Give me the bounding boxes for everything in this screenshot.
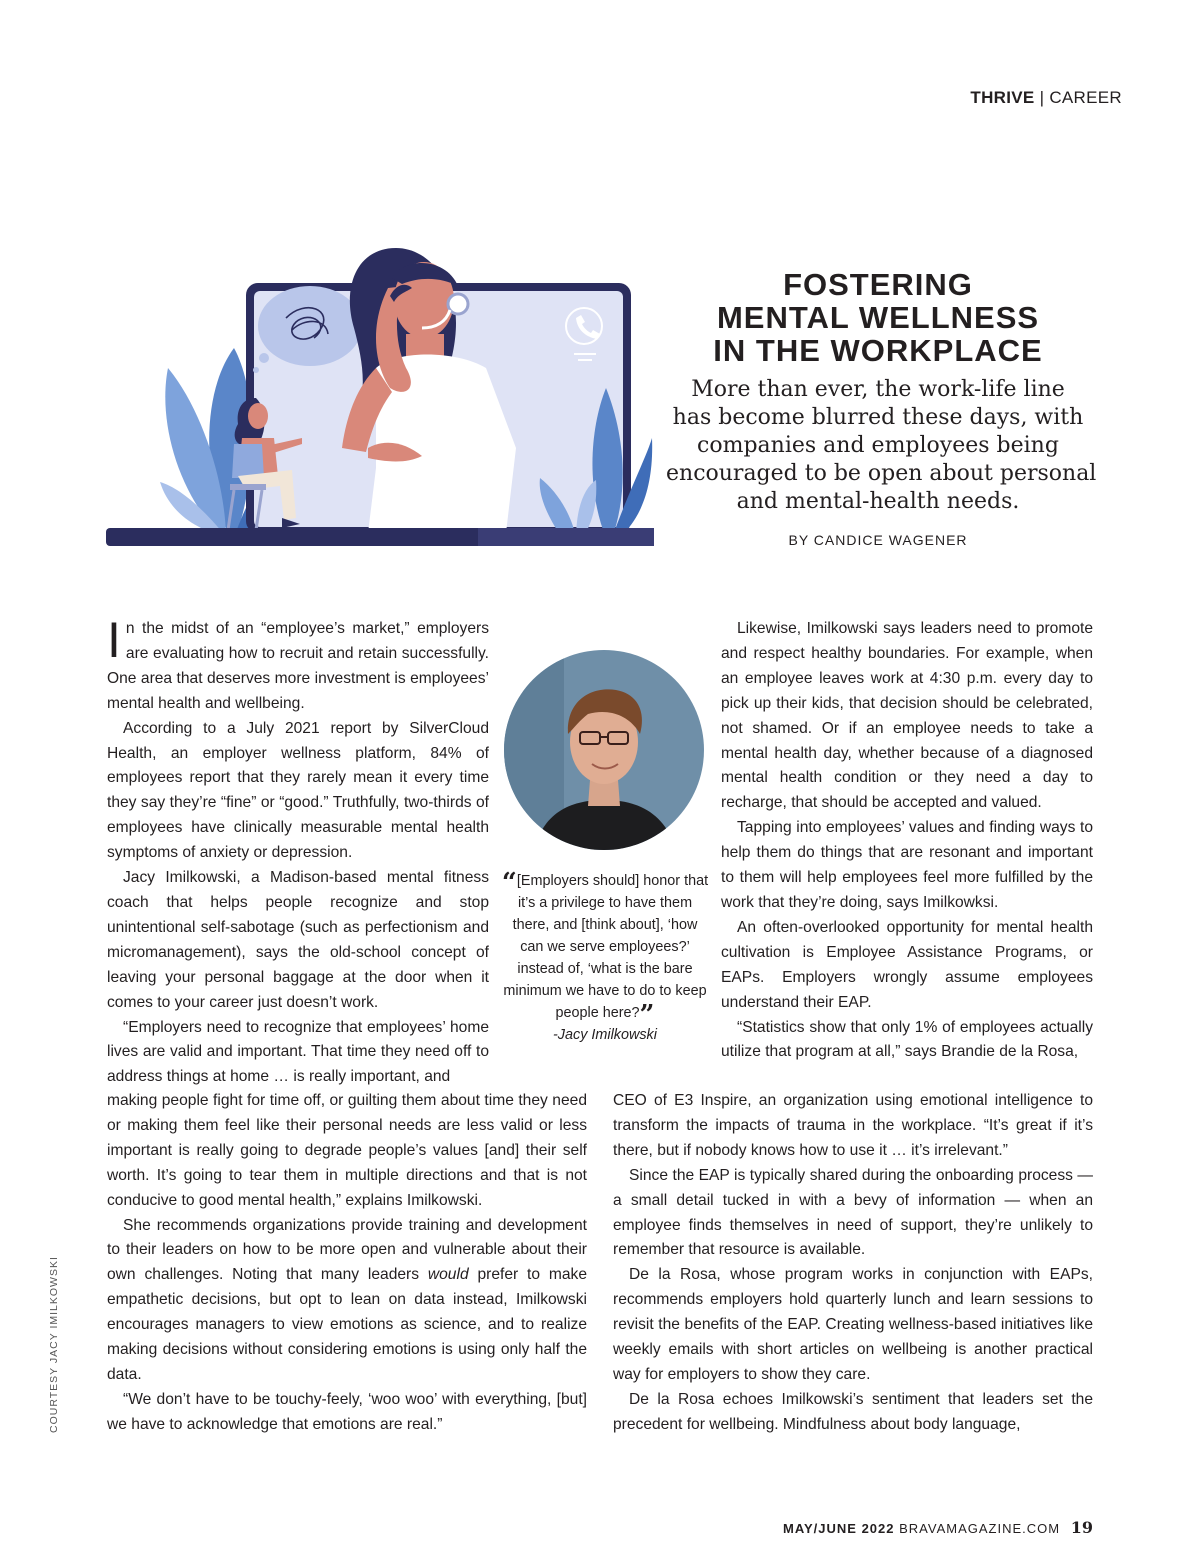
article-column-1-lower bbox=[107, 1089, 587, 1438]
subsection-name: CAREER bbox=[1049, 88, 1122, 107]
paragraph-text: She recommends organizations provide training and development to their leaders on how to be more open and vulnerable about their own challenges. Noting that many leaders bbox=[107, 1216, 587, 1284]
site-name: BRAVAMAGAZINE.COM bbox=[899, 1521, 1061, 1536]
paragraph bbox=[107, 612, 489, 717]
issue-date: MAY/JUNE 2022 bbox=[782, 1521, 895, 1536]
photo-credit bbox=[48, 1256, 66, 1433]
paragraph-text: n the midst of an “employee’s market,” employers are evaluating how to recruit and retain successfully. One area that deserves more investment is employees’ mental health and wellbeing. bbox=[107, 620, 489, 712]
paragraph: According to a July 2021 report by SilverCloud Health, an employer wellness platform, 84% of employees report that they rarely mean it every time they say they’re “fine” or “good.” Truthfully, two-thirds of employees have clinically measurable mental health symptoms of anxiety or depression. bbox=[107, 719, 489, 862]
deck bbox=[666, 376, 1097, 516]
section-separator: | bbox=[1039, 88, 1045, 107]
photo-credit-text: COURTESY JACY IMILKOWSKI bbox=[48, 1256, 60, 1433]
deck-line: has become blurred these days, with bbox=[672, 405, 1084, 430]
pull-quote-text: [Employers should] honor that it’s a privilege to have them there, and [think about], ‘how can we serve employees?’ instead of, ‘what is the bare minimum we have to do to keep people here? bbox=[503, 873, 709, 1021]
drop-cap: I bbox=[107, 612, 121, 668]
section-name: THRIVE bbox=[970, 88, 1035, 107]
emphasis-text: would bbox=[427, 1266, 469, 1284]
pull-quote-attribution: -Jacy Imilkowski bbox=[553, 1027, 657, 1043]
hero-illustration bbox=[106, 238, 654, 550]
paragraph: “Statistics show that only 1% of employees actually utilize that program at all,” says Brandie de la Rosa, bbox=[721, 1018, 1093, 1061]
headline-line: FOSTERING bbox=[783, 267, 973, 302]
paragraph: Tapping into employees’ values and finding ways to help them do things that are resonant and important to them will help employees feel more fulfilled by the work that they’re doing, says Imilkowksi. bbox=[721, 819, 1093, 911]
pull-quote bbox=[500, 870, 710, 1046]
article-column-3 bbox=[721, 617, 1093, 1065]
desk-base-strip bbox=[478, 528, 654, 546]
paragraph bbox=[107, 1214, 587, 1388]
open-quote-mark: “ bbox=[501, 868, 517, 898]
paragraph: making people fight for time off, or guilting them about time they need or making them feel like their personal needs are less valid or less important is really going to degrade people’s values [and] their self worth. It’s going to tear them in multiple directions and that is not conducive to good mental health,” explains Imilkowski. bbox=[107, 1092, 587, 1209]
paragraph: Jacy Imilkowski, a Madison-based mental fitness coach that helps people recognize and stop unintentional self-sabotage (such as perfectionism and micromanagement), says the old-school concept of leaving your personal baggage at the door when it comes to your career just doesn’t work. bbox=[107, 869, 489, 1011]
close-quote-mark: ” bbox=[639, 1000, 655, 1030]
page-footer bbox=[783, 1518, 1093, 1537]
paragraph: Likewise, Imilkowski says leaders need to promote and respect healthy boundaries. For example, when an employee leaves work at 4:30 p.m. every day to pick up their kids, that decision should be celebrated, not shamed. Or if an employee needs to take a mental health day, whether because of a diagnosed mental health condition or they need a day to recharge, that should be accepted and valued. bbox=[721, 620, 1093, 812]
headline-line: IN THE WORKPLACE bbox=[713, 333, 1043, 368]
paragraph: An often-overlooked opportunity for mental health cultivation is Employee Assistance Programs, or EAPs. Employers wrongly assume employees understand their EAP. bbox=[721, 918, 1093, 1011]
paragraph-text: prefer to make empathetic decisions, but opt to lean on data instead, Imilkowski encourages managers to view emotions as science, and to realize making decisions without considering emotions is using only half the data. bbox=[107, 1266, 587, 1383]
paragraph: “Employers need to recognize that employees’ home lives are valid and important. That time they need off to address things at home … is really important, and bbox=[107, 1018, 489, 1086]
deck-line: encouraged to be open about personal bbox=[666, 461, 1097, 486]
deck-line: More than ever, the work-life line bbox=[691, 377, 1065, 402]
headline bbox=[666, 268, 1090, 367]
deck-line: companies and employees being bbox=[697, 433, 1059, 458]
headline-line: MENTAL WELLNESS bbox=[716, 300, 1040, 335]
page-number: 19 bbox=[1070, 1518, 1093, 1537]
portrait-photo bbox=[504, 650, 704, 850]
section-tag bbox=[970, 88, 1122, 108]
paragraph: De la Rosa echoes Imilkowski’s sentiment that leaders set the precedent for wellbeing. Mindfulness about body language, bbox=[613, 1390, 1093, 1433]
byline: BY CANDICE WAGENER bbox=[788, 532, 968, 548]
article-column-1 bbox=[107, 612, 489, 1090]
paragraph: CEO of E3 Inspire, an organization using emotional intelligence to transform the impacts of trauma in the workplace. “It’s great if it’s there, but if nobody knows how to use it … it’s irrelevant.” bbox=[613, 1092, 1093, 1159]
paragraph: “We don’t have to be touchy-feely, ‘woo woo’ with everything, [but] we have to acknowledge that emotions are real.” bbox=[107, 1390, 587, 1433]
deck-line: and mental-health needs. bbox=[736, 489, 1020, 514]
paragraph: Since the EAP is typically shared during the onboarding process — a small detail tucked in with a bevy of information — when an employee finds themselves in need of support, they’re unlikely to remember that resource is available. bbox=[613, 1166, 1093, 1259]
paragraph: De la Rosa, whose program works in conjunction with EAPs, recommends employers hold quarterly lunch and learn sessions to revisit the benefits of the EAP. Creating wellness-based initiatives like weekly emails with short articles on wellbeing is another practical way for employers to show they care. bbox=[613, 1266, 1093, 1383]
article-column-2-lower bbox=[613, 1089, 1093, 1438]
